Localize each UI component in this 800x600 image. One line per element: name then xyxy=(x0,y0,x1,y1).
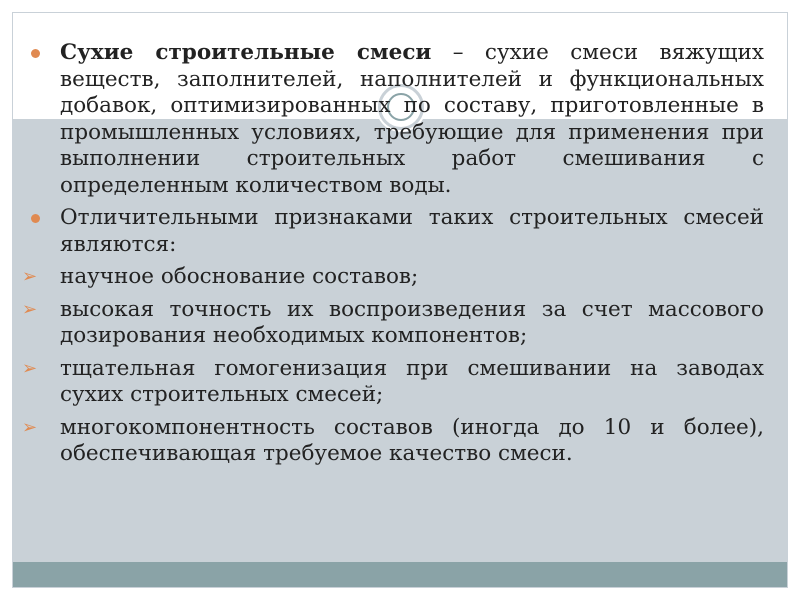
list-item-text: высокая точность их воспроизведения за счет массового дозирования необходимых компонентов; xyxy=(60,296,764,348)
list-item-text: тщательная гомогенизация при смешивании на заводах сухих строительных смесей; xyxy=(60,355,764,407)
arrow-bullet-icon: ➢ xyxy=(22,298,38,320)
list-item-text: научное обоснование составов; xyxy=(60,264,419,289)
list-item xyxy=(22,264,764,291)
list-item xyxy=(22,297,764,350)
list-item-text: Отличительными признаками таких строительных смесей являются: xyxy=(60,205,764,257)
list-item xyxy=(22,415,764,468)
arrow-bullet-icon: ➢ xyxy=(22,357,38,379)
term-definition: – сухие смеси вяжущих веществ, заполнителей, наполнителей и функциональных добавок, оптимизированных по составу, приготовленные в промышленных условиях, требующие для применения при выполнении строительных работ смешивания с определенным количеством воды. xyxy=(60,40,765,198)
list-item-text: многокомпонентность составов (иногда до 10 и более), обеспечивающая требуемое качество смеси. xyxy=(60,414,764,466)
arrow-bullet-icon: ➢ xyxy=(22,266,38,287)
circle-bullet-icon xyxy=(31,49,40,58)
list-item xyxy=(22,40,764,199)
arrow-bullet-icon: ➢ xyxy=(22,416,38,438)
list-item-text xyxy=(60,40,764,199)
slide-content xyxy=(22,40,764,474)
circle-bullet-icon xyxy=(31,214,40,223)
list-item xyxy=(22,356,764,409)
list-item xyxy=(22,205,764,258)
term-heading: Сухие строительные смеси xyxy=(60,40,432,65)
